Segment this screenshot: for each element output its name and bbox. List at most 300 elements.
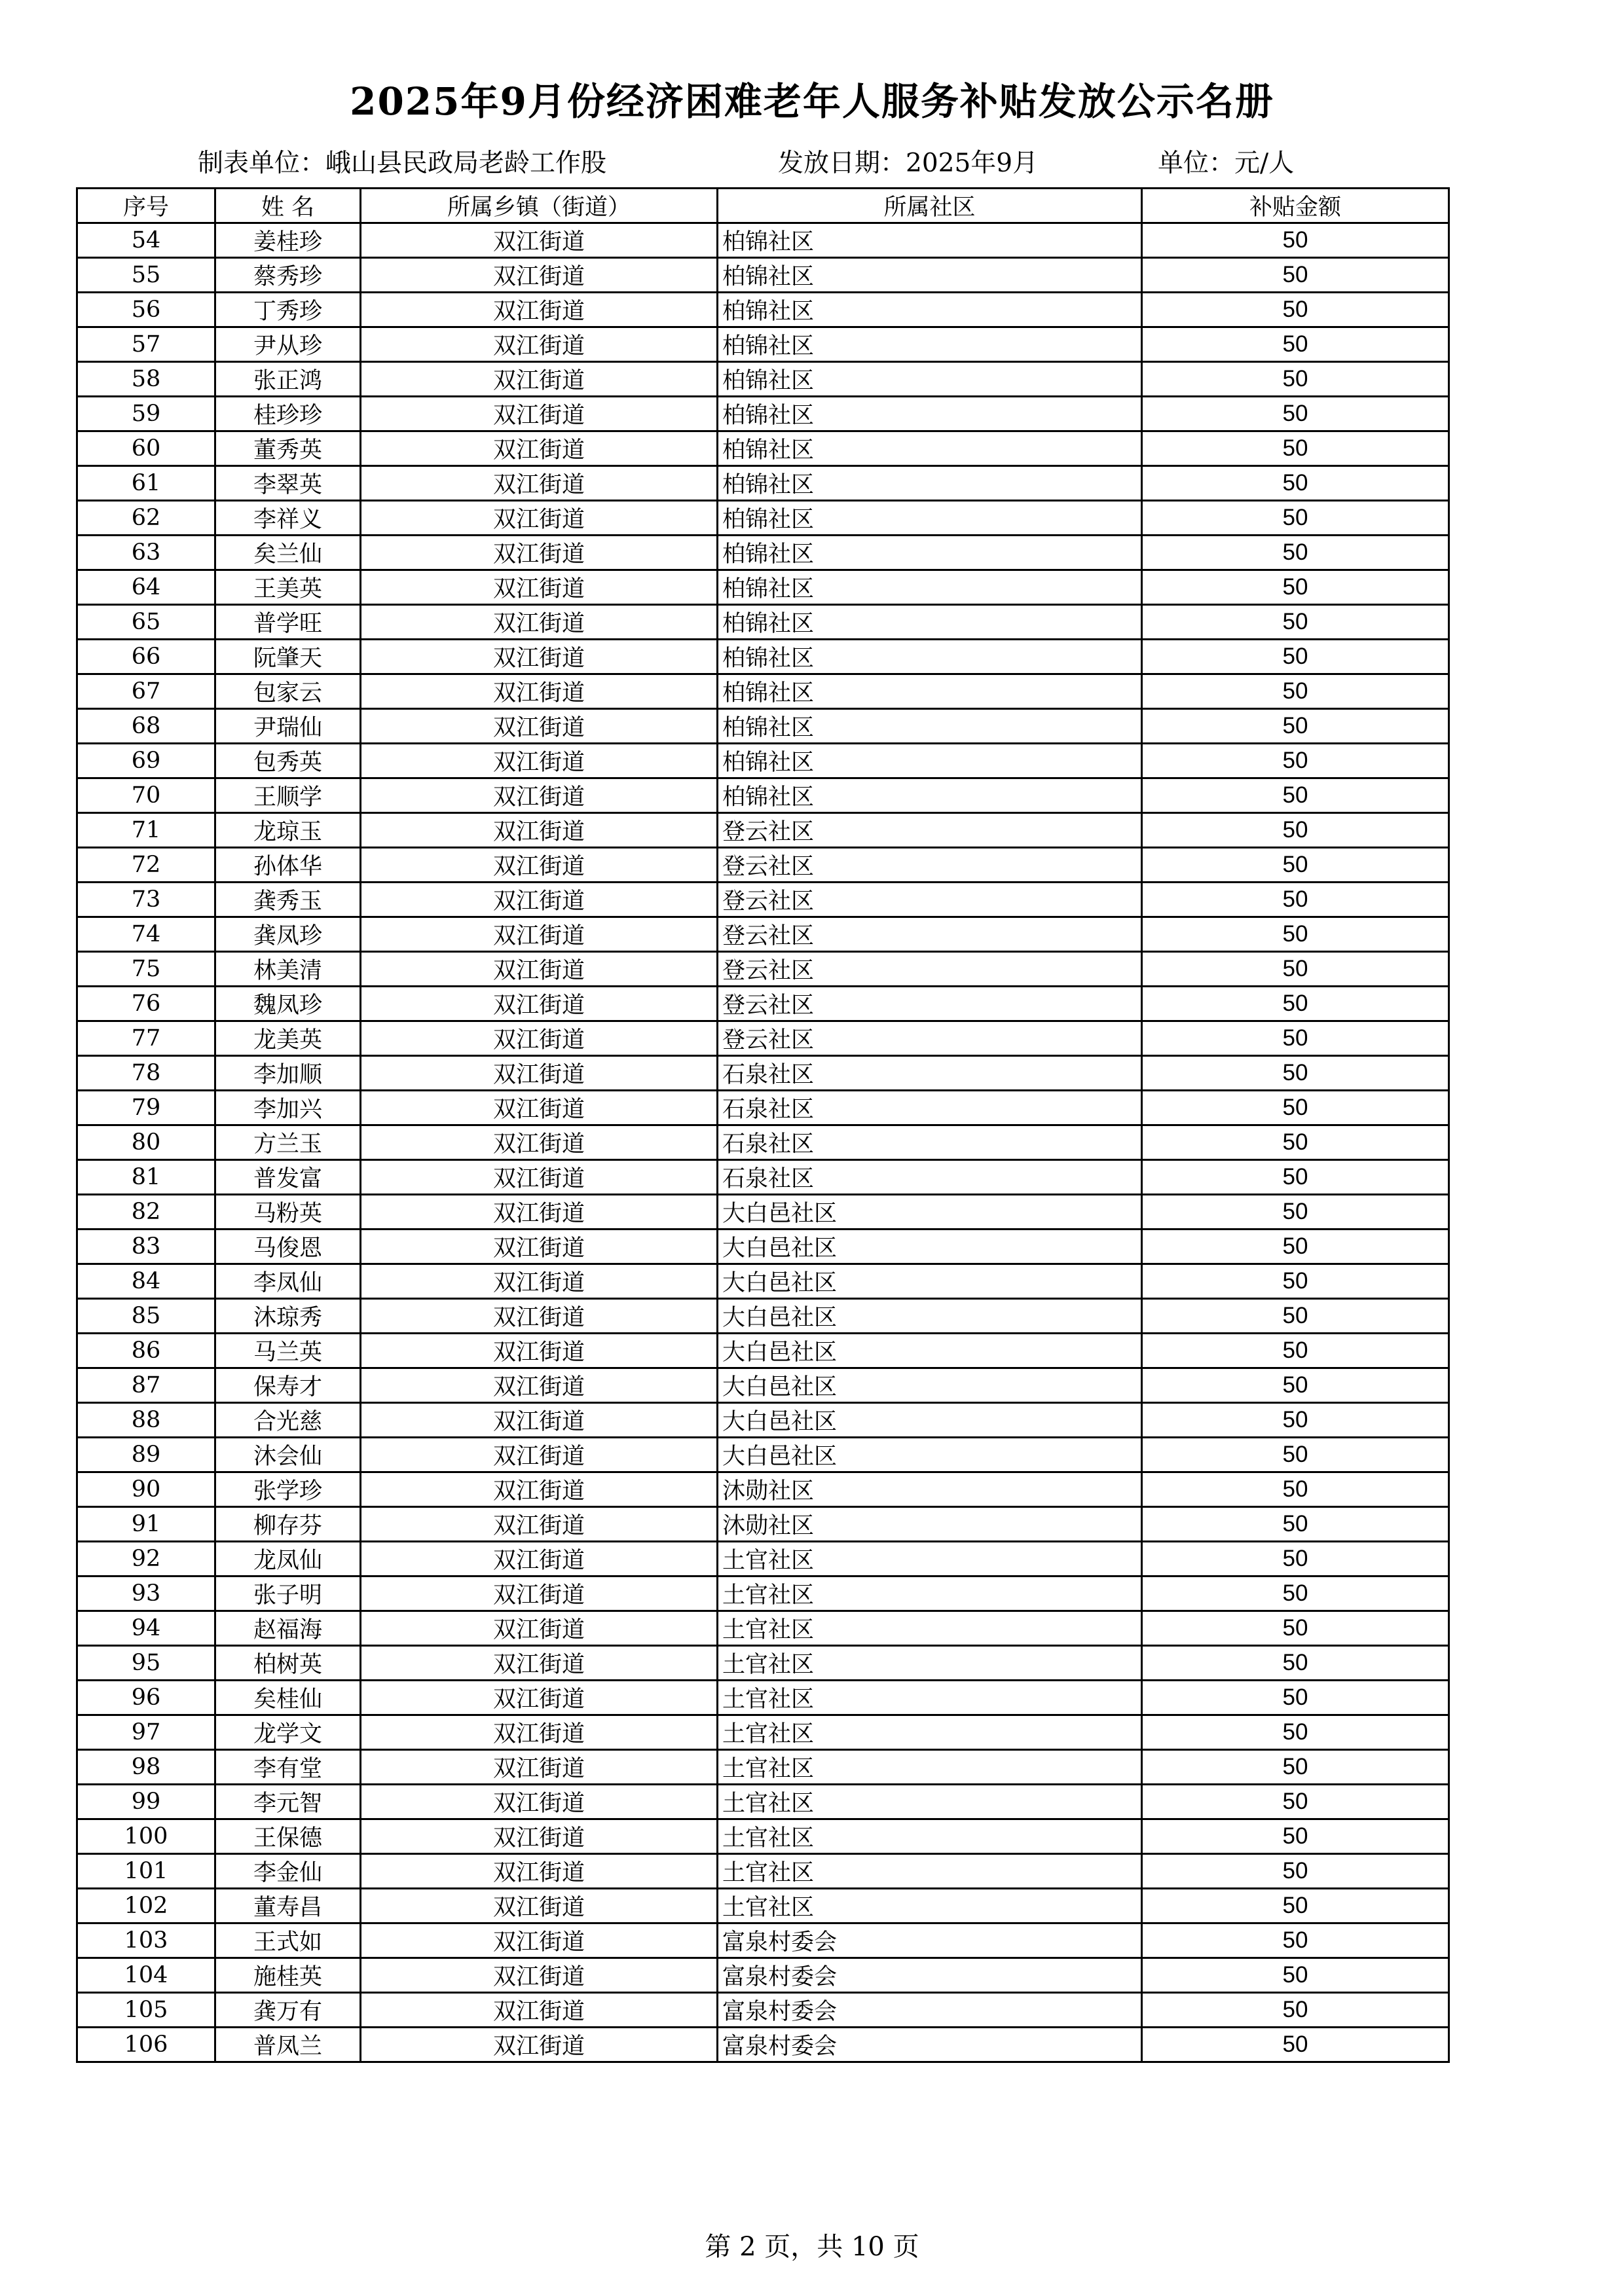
row-serial-number: 75 bbox=[77, 952, 215, 987]
row-subsidy-amount: 50 bbox=[1142, 1889, 1449, 1923]
row-township: 双江街道 bbox=[361, 1542, 718, 1576]
row-serial-number: 56 bbox=[77, 293, 215, 327]
row-serial-number: 89 bbox=[77, 1438, 215, 1472]
table-row bbox=[77, 987, 1449, 1021]
table-row bbox=[77, 466, 1449, 501]
row-subsidy-amount: 50 bbox=[1142, 1160, 1449, 1195]
table-row bbox=[77, 1889, 1449, 1923]
row-community: 石泉社区 bbox=[718, 1160, 1142, 1195]
row-serial-number: 68 bbox=[77, 709, 215, 744]
row-community: 土官社区 bbox=[718, 1715, 1142, 1750]
table-row bbox=[77, 1576, 1449, 1611]
currency-unit: 单位：元/人 bbox=[1158, 149, 1295, 178]
row-township: 双江街道 bbox=[361, 1923, 718, 1958]
row-name: 柏树英 bbox=[215, 1646, 361, 1681]
row-subsidy-amount: 50 bbox=[1142, 1368, 1449, 1403]
row-subsidy-amount: 50 bbox=[1142, 223, 1449, 258]
issuing-unit: 制表单位：峨山县民政局老龄工作股 bbox=[198, 149, 607, 178]
row-subsidy-amount: 50 bbox=[1142, 397, 1449, 431]
row-community: 土官社区 bbox=[718, 1542, 1142, 1576]
table-row bbox=[77, 1646, 1449, 1681]
row-township: 双江街道 bbox=[361, 1056, 718, 1091]
row-name: 保寿才 bbox=[215, 1368, 361, 1403]
header-community: 所属社区 bbox=[718, 189, 1142, 223]
row-township: 双江街道 bbox=[361, 1889, 718, 1923]
table-row bbox=[77, 1750, 1449, 1785]
row-township: 双江街道 bbox=[361, 1195, 718, 1230]
row-subsidy-amount: 50 bbox=[1142, 674, 1449, 709]
row-name: 普发富 bbox=[215, 1160, 361, 1195]
row-subsidy-amount: 50 bbox=[1142, 431, 1449, 466]
row-community: 柏锦社区 bbox=[718, 397, 1142, 431]
row-township: 双江街道 bbox=[361, 1958, 718, 1993]
row-subsidy-amount: 50 bbox=[1142, 1403, 1449, 1438]
row-community: 土官社区 bbox=[718, 1889, 1142, 1923]
row-subsidy-amount: 50 bbox=[1142, 1854, 1449, 1889]
row-serial-number: 94 bbox=[77, 1611, 215, 1646]
row-township: 双江街道 bbox=[361, 570, 718, 605]
row-subsidy-amount: 50 bbox=[1142, 1334, 1449, 1368]
row-serial-number: 65 bbox=[77, 605, 215, 640]
row-name: 沐会仙 bbox=[215, 1438, 361, 1472]
row-serial-number: 67 bbox=[77, 674, 215, 709]
row-serial-number: 90 bbox=[77, 1472, 215, 1507]
table-row bbox=[77, 1195, 1449, 1230]
row-township: 双江街道 bbox=[361, 883, 718, 917]
row-serial-number: 85 bbox=[77, 1299, 215, 1334]
row-name: 沐琼秀 bbox=[215, 1299, 361, 1334]
row-subsidy-amount: 50 bbox=[1142, 709, 1449, 744]
row-township: 双江街道 bbox=[361, 1576, 718, 1611]
table-row bbox=[77, 1299, 1449, 1334]
row-subsidy-amount: 50 bbox=[1142, 952, 1449, 987]
row-subsidy-amount: 50 bbox=[1142, 778, 1449, 813]
row-serial-number: 93 bbox=[77, 1576, 215, 1611]
row-township: 双江街道 bbox=[361, 1438, 718, 1472]
row-serial-number: 58 bbox=[77, 362, 215, 397]
row-name: 龚凤珍 bbox=[215, 917, 361, 952]
row-name: 李金仙 bbox=[215, 1854, 361, 1889]
row-name: 赵福海 bbox=[215, 1611, 361, 1646]
table-row bbox=[77, 1368, 1449, 1403]
row-township: 双江街道 bbox=[361, 640, 718, 674]
row-township: 双江街道 bbox=[361, 293, 718, 327]
table-row bbox=[77, 709, 1449, 744]
row-serial-number: 59 bbox=[77, 397, 215, 431]
row-township: 双江街道 bbox=[361, 848, 718, 883]
table-header-row bbox=[77, 189, 1449, 223]
row-serial-number: 71 bbox=[77, 813, 215, 848]
row-township: 双江街道 bbox=[361, 223, 718, 258]
row-name: 施桂英 bbox=[215, 1958, 361, 1993]
row-name: 尹瑞仙 bbox=[215, 709, 361, 744]
row-subsidy-amount: 50 bbox=[1142, 1785, 1449, 1819]
row-serial-number: 99 bbox=[77, 1785, 215, 1819]
row-township: 双江街道 bbox=[361, 674, 718, 709]
header-serial-number: 序号 bbox=[77, 189, 215, 223]
row-township: 双江街道 bbox=[361, 1646, 718, 1681]
row-community: 登云社区 bbox=[718, 883, 1142, 917]
table-row bbox=[77, 1125, 1449, 1160]
row-township: 双江街道 bbox=[361, 536, 718, 570]
row-subsidy-amount: 50 bbox=[1142, 848, 1449, 883]
row-community: 富泉村委会 bbox=[718, 1958, 1142, 1993]
row-serial-number: 79 bbox=[77, 1091, 215, 1125]
table-row bbox=[77, 1785, 1449, 1819]
row-community: 石泉社区 bbox=[718, 1056, 1142, 1091]
table-row bbox=[77, 223, 1449, 258]
row-serial-number: 57 bbox=[77, 327, 215, 362]
row-community: 大白邑社区 bbox=[718, 1334, 1142, 1368]
row-township: 双江街道 bbox=[361, 1264, 718, 1299]
table-row bbox=[77, 1819, 1449, 1854]
row-community: 大白邑社区 bbox=[718, 1230, 1142, 1264]
row-township: 双江街道 bbox=[361, 1819, 718, 1854]
row-township: 双江街道 bbox=[361, 258, 718, 293]
table-row bbox=[77, 917, 1449, 952]
row-subsidy-amount: 50 bbox=[1142, 1195, 1449, 1230]
table-row bbox=[77, 1715, 1449, 1750]
row-community: 大白邑社区 bbox=[718, 1264, 1142, 1299]
row-subsidy-amount: 50 bbox=[1142, 1056, 1449, 1091]
row-township: 双江街道 bbox=[361, 987, 718, 1021]
row-township: 双江街道 bbox=[361, 1715, 718, 1750]
row-name: 丁秀珍 bbox=[215, 293, 361, 327]
row-community: 土官社区 bbox=[718, 1854, 1142, 1889]
table-row bbox=[77, 1334, 1449, 1368]
table-row bbox=[77, 1923, 1449, 1958]
row-community: 土官社区 bbox=[718, 1681, 1142, 1715]
row-subsidy-amount: 50 bbox=[1142, 258, 1449, 293]
row-name: 包秀英 bbox=[215, 744, 361, 778]
row-community: 沐勋社区 bbox=[718, 1507, 1142, 1542]
row-name: 董秀英 bbox=[215, 431, 361, 466]
row-name: 龚万有 bbox=[215, 1993, 361, 2028]
row-serial-number: 102 bbox=[77, 1889, 215, 1923]
row-township: 双江街道 bbox=[361, 466, 718, 501]
row-serial-number: 60 bbox=[77, 431, 215, 466]
table-row bbox=[77, 744, 1449, 778]
row-township: 双江街道 bbox=[361, 2028, 718, 2062]
row-subsidy-amount: 50 bbox=[1142, 293, 1449, 327]
row-community: 沐勋社区 bbox=[718, 1472, 1142, 1507]
page-title: 2025年9月份经济困难老年人服务补贴发放公示名册 bbox=[350, 79, 1274, 124]
row-community: 大白邑社区 bbox=[718, 1368, 1142, 1403]
page-footer: 第 2 页，共 10 页 bbox=[705, 2232, 919, 2262]
row-serial-number: 77 bbox=[77, 1021, 215, 1056]
table-row bbox=[77, 813, 1449, 848]
row-serial-number: 63 bbox=[77, 536, 215, 570]
row-subsidy-amount: 50 bbox=[1142, 1646, 1449, 1681]
table-row bbox=[77, 1091, 1449, 1125]
row-township: 双江街道 bbox=[361, 813, 718, 848]
table-row bbox=[77, 674, 1449, 709]
row-subsidy-amount: 50 bbox=[1142, 1993, 1449, 2028]
row-name: 李有堂 bbox=[215, 1750, 361, 1785]
row-name: 李加兴 bbox=[215, 1091, 361, 1125]
table-row bbox=[77, 778, 1449, 813]
row-township: 双江街道 bbox=[361, 1160, 718, 1195]
table-row bbox=[77, 1542, 1449, 1576]
row-serial-number: 55 bbox=[77, 258, 215, 293]
row-name: 姜桂珍 bbox=[215, 223, 361, 258]
row-township: 双江街道 bbox=[361, 397, 718, 431]
row-name: 包家云 bbox=[215, 674, 361, 709]
row-serial-number: 96 bbox=[77, 1681, 215, 1715]
table-row bbox=[77, 2028, 1449, 2062]
row-community: 登云社区 bbox=[718, 848, 1142, 883]
row-township: 双江街道 bbox=[361, 327, 718, 362]
row-serial-number: 91 bbox=[77, 1507, 215, 1542]
row-name: 尹从珍 bbox=[215, 327, 361, 362]
row-township: 双江街道 bbox=[361, 1403, 718, 1438]
row-subsidy-amount: 50 bbox=[1142, 1091, 1449, 1125]
row-township: 双江街道 bbox=[361, 1472, 718, 1507]
row-name: 李凤仙 bbox=[215, 1264, 361, 1299]
subsidy-roster-table bbox=[76, 187, 1450, 2063]
row-serial-number: 106 bbox=[77, 2028, 215, 2062]
table-row bbox=[77, 1854, 1449, 1889]
table-row bbox=[77, 397, 1449, 431]
row-serial-number: 81 bbox=[77, 1160, 215, 1195]
row-community: 富泉村委会 bbox=[718, 2028, 1142, 2062]
table-row bbox=[77, 327, 1449, 362]
row-township: 双江街道 bbox=[361, 605, 718, 640]
row-community: 柏锦社区 bbox=[718, 640, 1142, 674]
row-name: 阮肇天 bbox=[215, 640, 361, 674]
row-name: 矣桂仙 bbox=[215, 1681, 361, 1715]
row-name: 方兰玉 bbox=[215, 1125, 361, 1160]
header-township: 所属乡镇（街道） bbox=[361, 189, 718, 223]
row-township: 双江街道 bbox=[361, 1681, 718, 1715]
row-serial-number: 82 bbox=[77, 1195, 215, 1230]
row-name: 董寿昌 bbox=[215, 1889, 361, 1923]
row-subsidy-amount: 50 bbox=[1142, 536, 1449, 570]
row-community: 石泉社区 bbox=[718, 1091, 1142, 1125]
row-serial-number: 54 bbox=[77, 223, 215, 258]
row-name: 柳存芬 bbox=[215, 1507, 361, 1542]
row-serial-number: 64 bbox=[77, 570, 215, 605]
row-township: 双江街道 bbox=[361, 362, 718, 397]
row-name: 马兰英 bbox=[215, 1334, 361, 1368]
table-row bbox=[77, 570, 1449, 605]
row-community: 柏锦社区 bbox=[718, 605, 1142, 640]
row-name: 马粉英 bbox=[215, 1195, 361, 1230]
table-row bbox=[77, 1681, 1449, 1715]
row-community: 柏锦社区 bbox=[718, 778, 1142, 813]
row-subsidy-amount: 50 bbox=[1142, 744, 1449, 778]
table-row bbox=[77, 640, 1449, 674]
row-community: 土官社区 bbox=[718, 1576, 1142, 1611]
row-community: 大白邑社区 bbox=[718, 1403, 1142, 1438]
row-serial-number: 83 bbox=[77, 1230, 215, 1264]
row-subsidy-amount: 50 bbox=[1142, 1819, 1449, 1854]
row-name: 马俊恩 bbox=[215, 1230, 361, 1264]
row-township: 双江街道 bbox=[361, 917, 718, 952]
row-subsidy-amount: 50 bbox=[1142, 2028, 1449, 2062]
row-subsidy-amount: 50 bbox=[1142, 605, 1449, 640]
row-township: 双江街道 bbox=[361, 778, 718, 813]
row-name: 李加顺 bbox=[215, 1056, 361, 1091]
table-row bbox=[77, 362, 1449, 397]
row-serial-number: 66 bbox=[77, 640, 215, 674]
row-community: 柏锦社区 bbox=[718, 223, 1142, 258]
row-community: 土官社区 bbox=[718, 1611, 1142, 1646]
row-name: 龙学文 bbox=[215, 1715, 361, 1750]
row-community: 土官社区 bbox=[718, 1750, 1142, 1785]
row-subsidy-amount: 50 bbox=[1142, 1125, 1449, 1160]
row-community: 柏锦社区 bbox=[718, 431, 1142, 466]
row-community: 柏锦社区 bbox=[718, 327, 1142, 362]
table-row bbox=[77, 1230, 1449, 1264]
row-township: 双江街道 bbox=[361, 1993, 718, 2028]
row-name: 李元智 bbox=[215, 1785, 361, 1819]
row-serial-number: 95 bbox=[77, 1646, 215, 1681]
row-township: 双江街道 bbox=[361, 1611, 718, 1646]
row-serial-number: 84 bbox=[77, 1264, 215, 1299]
table-row bbox=[77, 1160, 1449, 1195]
table-row bbox=[77, 952, 1449, 987]
row-subsidy-amount: 50 bbox=[1142, 1576, 1449, 1611]
row-township: 双江街道 bbox=[361, 1750, 718, 1785]
row-serial-number: 61 bbox=[77, 466, 215, 501]
row-community: 柏锦社区 bbox=[718, 258, 1142, 293]
header-subsidy-amount: 补贴金额 bbox=[1142, 189, 1449, 223]
row-name: 蔡秀珍 bbox=[215, 258, 361, 293]
table-row bbox=[77, 1958, 1449, 1993]
row-name: 龙美英 bbox=[215, 1021, 361, 1056]
row-community: 柏锦社区 bbox=[718, 293, 1142, 327]
table-body bbox=[77, 223, 1449, 2062]
table-row bbox=[77, 1264, 1449, 1299]
row-name: 林美清 bbox=[215, 952, 361, 987]
row-serial-number: 70 bbox=[77, 778, 215, 813]
row-subsidy-amount: 50 bbox=[1142, 1472, 1449, 1507]
row-community: 大白邑社区 bbox=[718, 1195, 1142, 1230]
table-row bbox=[77, 293, 1449, 327]
row-community: 大白邑社区 bbox=[718, 1438, 1142, 1472]
row-subsidy-amount: 50 bbox=[1142, 1611, 1449, 1646]
table-row bbox=[77, 883, 1449, 917]
table-row bbox=[77, 1056, 1449, 1091]
table-row bbox=[77, 1438, 1449, 1472]
row-serial-number: 104 bbox=[77, 1958, 215, 1993]
row-serial-number: 101 bbox=[77, 1854, 215, 1889]
row-township: 双江街道 bbox=[361, 431, 718, 466]
row-community: 富泉村委会 bbox=[718, 1923, 1142, 1958]
row-subsidy-amount: 50 bbox=[1142, 640, 1449, 674]
table-row bbox=[77, 1472, 1449, 1507]
row-name: 张子明 bbox=[215, 1576, 361, 1611]
row-community: 柏锦社区 bbox=[718, 674, 1142, 709]
row-serial-number: 92 bbox=[77, 1542, 215, 1576]
table-row bbox=[77, 536, 1449, 570]
row-community: 柏锦社区 bbox=[718, 501, 1142, 536]
row-name: 龙琼玉 bbox=[215, 813, 361, 848]
row-subsidy-amount: 50 bbox=[1142, 1230, 1449, 1264]
table-row bbox=[77, 1993, 1449, 2028]
row-serial-number: 73 bbox=[77, 883, 215, 917]
row-subsidy-amount: 50 bbox=[1142, 1958, 1449, 1993]
row-community: 柏锦社区 bbox=[718, 466, 1142, 501]
row-township: 双江街道 bbox=[361, 1230, 718, 1264]
issue-date: 发放日期：2025年9月 bbox=[778, 149, 1039, 178]
row-community: 登云社区 bbox=[718, 952, 1142, 987]
row-name: 普学旺 bbox=[215, 605, 361, 640]
row-name: 李祥义 bbox=[215, 501, 361, 536]
row-name: 张正鸿 bbox=[215, 362, 361, 397]
row-serial-number: 98 bbox=[77, 1750, 215, 1785]
row-serial-number: 74 bbox=[77, 917, 215, 952]
row-name: 普凤兰 bbox=[215, 2028, 361, 2062]
table-row bbox=[77, 501, 1449, 536]
table-row bbox=[77, 258, 1449, 293]
row-name: 王式如 bbox=[215, 1923, 361, 1958]
row-subsidy-amount: 50 bbox=[1142, 1750, 1449, 1785]
row-community: 柏锦社区 bbox=[718, 709, 1142, 744]
table-row bbox=[77, 1611, 1449, 1646]
row-serial-number: 72 bbox=[77, 848, 215, 883]
row-subsidy-amount: 50 bbox=[1142, 1299, 1449, 1334]
row-subsidy-amount: 50 bbox=[1142, 466, 1449, 501]
row-township: 双江街道 bbox=[361, 1507, 718, 1542]
row-name: 矣兰仙 bbox=[215, 536, 361, 570]
row-community: 登云社区 bbox=[718, 917, 1142, 952]
row-serial-number: 86 bbox=[77, 1334, 215, 1368]
row-subsidy-amount: 50 bbox=[1142, 362, 1449, 397]
table-row bbox=[77, 848, 1449, 883]
row-subsidy-amount: 50 bbox=[1142, 1438, 1449, 1472]
table-row bbox=[77, 431, 1449, 466]
row-serial-number: 100 bbox=[77, 1819, 215, 1854]
row-township: 双江街道 bbox=[361, 1785, 718, 1819]
row-name: 李翠英 bbox=[215, 466, 361, 501]
row-serial-number: 103 bbox=[77, 1923, 215, 1958]
row-subsidy-amount: 50 bbox=[1142, 1542, 1449, 1576]
table-row bbox=[77, 1507, 1449, 1542]
row-subsidy-amount: 50 bbox=[1142, 1507, 1449, 1542]
row-subsidy-amount: 50 bbox=[1142, 1923, 1449, 1958]
row-community: 土官社区 bbox=[718, 1819, 1142, 1854]
row-serial-number: 80 bbox=[77, 1125, 215, 1160]
row-community: 登云社区 bbox=[718, 1021, 1142, 1056]
row-subsidy-amount: 50 bbox=[1142, 327, 1449, 362]
row-subsidy-amount: 50 bbox=[1142, 917, 1449, 952]
header-name: 姓 名 bbox=[215, 189, 361, 223]
row-serial-number: 87 bbox=[77, 1368, 215, 1403]
row-name: 王保德 bbox=[215, 1819, 361, 1854]
row-subsidy-amount: 50 bbox=[1142, 883, 1449, 917]
row-community: 柏锦社区 bbox=[718, 536, 1142, 570]
row-name: 王美英 bbox=[215, 570, 361, 605]
row-serial-number: 105 bbox=[77, 1993, 215, 2028]
row-subsidy-amount: 50 bbox=[1142, 1264, 1449, 1299]
row-community: 石泉社区 bbox=[718, 1125, 1142, 1160]
row-subsidy-amount: 50 bbox=[1142, 501, 1449, 536]
row-subsidy-amount: 50 bbox=[1142, 1021, 1449, 1056]
row-community: 登云社区 bbox=[718, 987, 1142, 1021]
row-community: 柏锦社区 bbox=[718, 744, 1142, 778]
row-community: 土官社区 bbox=[718, 1785, 1142, 1819]
table-row bbox=[77, 605, 1449, 640]
row-township: 双江街道 bbox=[361, 1125, 718, 1160]
row-serial-number: 76 bbox=[77, 987, 215, 1021]
row-serial-number: 97 bbox=[77, 1715, 215, 1750]
table-row bbox=[77, 1403, 1449, 1438]
row-serial-number: 88 bbox=[77, 1403, 215, 1438]
row-name: 张学珍 bbox=[215, 1472, 361, 1507]
row-community: 大白邑社区 bbox=[718, 1299, 1142, 1334]
